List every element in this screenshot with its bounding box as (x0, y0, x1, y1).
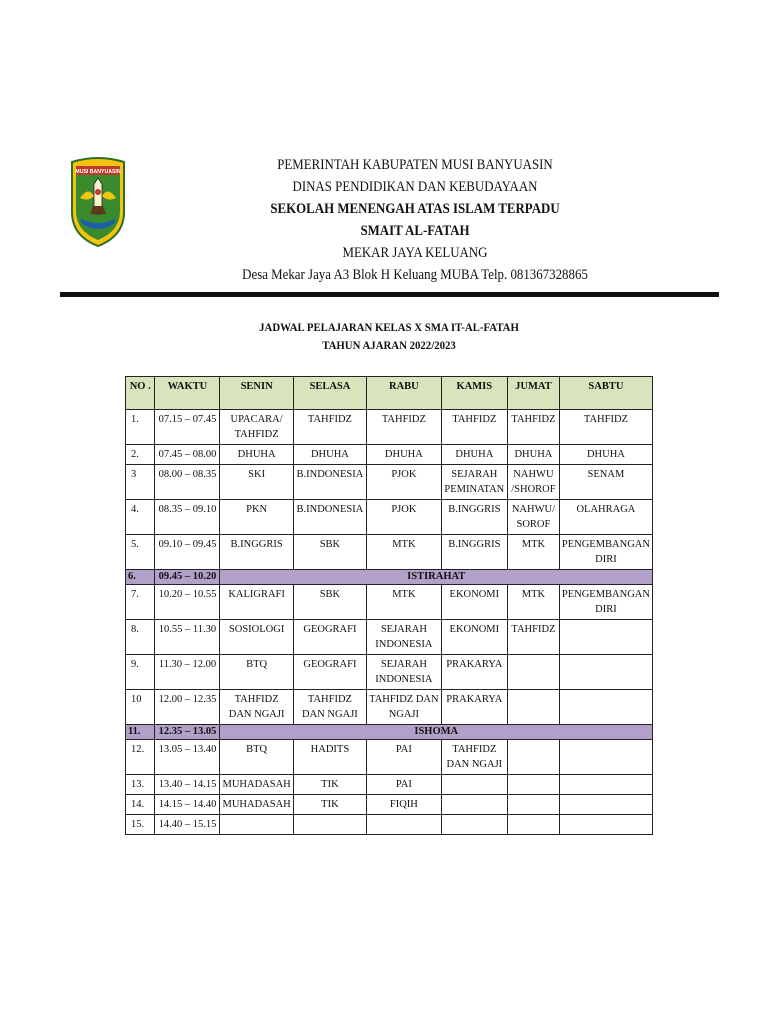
jumat-subject-cell (507, 795, 559, 815)
table-row (126, 585, 653, 620)
header-kamis: KAMIS (441, 377, 507, 410)
break-row (126, 725, 653, 740)
jumat-subject-cell (507, 815, 559, 835)
time-cell: 10.20 – 10.55 (155, 585, 220, 620)
rabu-subject-cell: SEJARAH INDONESIA (367, 620, 442, 655)
kamis-subject-cell: TAHFIDZ DAN NGAJI (441, 740, 507, 775)
time-cell: 10.55 – 11.30 (155, 620, 220, 655)
senin-subject-cell (220, 815, 293, 835)
selasa-subject-cell: TIK (293, 775, 366, 795)
rabu-subject-cell: TAHFIDZ DAN NGAJI (367, 690, 442, 725)
header-waktu: WAKTU (155, 377, 220, 410)
rabu-subject-cell: PAI (367, 775, 442, 795)
kamis-subject-cell (441, 775, 507, 795)
rabu-subject-cell: FIQIH (367, 795, 442, 815)
letterhead (150, 154, 680, 286)
rabu-subject-cell: MTK (367, 535, 442, 570)
kamis-subject-cell (441, 815, 507, 835)
header-rabu: RABU (367, 377, 442, 410)
selasa-subject-cell: GEOGRAFI (293, 620, 366, 655)
sabtu-subject-cell (559, 815, 652, 835)
selasa-subject-cell: TAHFIDZ DAN NGAJI (293, 690, 366, 725)
jumat-subject-cell (507, 690, 559, 725)
row-number-cell: 8. (126, 620, 155, 655)
header-senin: SENIN (220, 377, 293, 410)
row-number-cell: 6. (126, 570, 155, 585)
table-row (126, 410, 653, 445)
sabtu-subject-cell (559, 740, 652, 775)
time-cell: 08.35 – 09.10 (155, 500, 220, 535)
jumat-subject-cell: MTK (507, 585, 559, 620)
row-number-cell: 2. (126, 445, 155, 465)
kamis-subject-cell: EKONOMI (441, 585, 507, 620)
jumat-subject-cell: NAHWU/ SOROF (507, 500, 559, 535)
time-cell: 07.15 – 07.45 (155, 410, 220, 445)
time-cell: 09.10 – 09.45 (155, 535, 220, 570)
jumat-subject-cell: NAHWU /SHOROF (507, 465, 559, 500)
time-cell: 13.05 – 13.40 (155, 740, 220, 775)
table-row (126, 535, 653, 570)
school-address: Desa Mekar Jaya A3 Blok H Keluang MUBA Telp. 081367328865 (242, 267, 588, 283)
senin-subject-cell: BTQ (220, 740, 293, 775)
time-cell: 12.00 – 12.35 (155, 690, 220, 725)
row-number-cell: 4. (126, 500, 155, 535)
sabtu-subject-cell: TAHFIDZ (559, 410, 652, 445)
time-cell: 12.35 – 13.05 (155, 725, 220, 740)
row-number-cell: 11. (126, 725, 155, 740)
selasa-subject-cell: B.INDONESIA (293, 500, 366, 535)
break-row (126, 570, 653, 585)
selasa-subject-cell: GEOGRAFI (293, 655, 366, 690)
senin-subject-cell: MUHADASAH (220, 795, 293, 815)
table-row (126, 500, 653, 535)
jumat-subject-cell (507, 775, 559, 795)
row-number-cell: 12. (126, 740, 155, 775)
rabu-subject-cell: DHUHA (367, 445, 442, 465)
senin-subject-cell: DHUHA (220, 445, 293, 465)
row-number-cell: 1. (126, 410, 155, 445)
school-name: SMAIT AL-FATAH (360, 223, 470, 239)
letterhead-divider (60, 292, 719, 297)
schedule-title: JADWAL PELAJARAN KELAS X SMA IT-AL-FATAH (259, 320, 519, 334)
row-number-cell: 7. (126, 585, 155, 620)
rabu-subject-cell (367, 815, 442, 835)
row-number-cell: 9. (126, 655, 155, 690)
break-label-cell: ISHOMA (220, 725, 653, 740)
kamis-subject-cell: TAHFIDZ (441, 410, 507, 445)
time-cell: 14.40 – 15.15 (155, 815, 220, 835)
sabtu-subject-cell (559, 655, 652, 690)
selasa-subject-cell: SBK (293, 535, 366, 570)
sabtu-subject-cell: OLAHRAGA (559, 500, 652, 535)
sabtu-subject-cell (559, 620, 652, 655)
sabtu-subject-cell: DHUHA (559, 445, 652, 465)
schedule-body (126, 410, 653, 835)
selasa-subject-cell: TIK (293, 795, 366, 815)
document-title (125, 318, 653, 354)
row-number-cell: 5. (126, 535, 155, 570)
table-row (126, 690, 653, 725)
selasa-subject-cell (293, 815, 366, 835)
department-name: DINAS PENDIDIKAN DAN KEBUDAYAAN (292, 179, 538, 195)
row-number-cell: 10 (126, 690, 155, 725)
kamis-subject-cell: DHUHA (441, 445, 507, 465)
kamis-subject-cell: PRAKARYA (441, 655, 507, 690)
row-number-cell: 15. (126, 815, 155, 835)
header-selasa: SELASA (293, 377, 366, 410)
selasa-subject-cell: B.INDONESIA (293, 465, 366, 500)
sabtu-subject-cell: SENAM (559, 465, 652, 500)
table-header-row (126, 377, 653, 410)
jumat-subject-cell (507, 740, 559, 775)
table-row (126, 445, 653, 465)
jumat-subject-cell: MTK (507, 535, 559, 570)
row-number-cell: 14. (126, 795, 155, 815)
time-cell: 13.40 – 14.15 (155, 775, 220, 795)
senin-subject-cell: SOSIOLOGI (220, 620, 293, 655)
header-sabtu: SABTU (559, 377, 652, 410)
sabtu-subject-cell (559, 690, 652, 725)
time-cell: 07.45 – 08.00 (155, 445, 220, 465)
senin-subject-cell: TAHFIDZ DAN NGAJI (220, 690, 293, 725)
kamis-subject-cell: B.INGGRIS (441, 535, 507, 570)
senin-subject-cell: KALIGRAFI (220, 585, 293, 620)
table-row (126, 620, 653, 655)
table-row (126, 740, 653, 775)
rabu-subject-cell: PJOK (367, 465, 442, 500)
school-location: MEKAR JAYA KELUANG (342, 245, 488, 261)
row-number-cell: 13. (126, 775, 155, 795)
jumat-subject-cell: TAHFIDZ (507, 410, 559, 445)
kamis-subject-cell: EKONOMI (441, 620, 507, 655)
time-cell: 08.00 – 08.35 (155, 465, 220, 500)
government-name: PEMERINTAH KABUPATEN MUSI BANYUASIN (277, 157, 553, 173)
sabtu-subject-cell: PENGEMBANGAN DIRI (559, 535, 652, 570)
svg-text:MUSI BANYUASIN: MUSI BANYUASIN (75, 169, 121, 175)
kamis-subject-cell (441, 795, 507, 815)
senin-subject-cell: UPACARA/ TAHFIDZ (220, 410, 293, 445)
senin-subject-cell: SKI (220, 465, 293, 500)
time-cell: 11.30 – 12.00 (155, 655, 220, 690)
schedule-table (125, 376, 653, 835)
kamis-subject-cell: SEJARAH PEMINATAN (441, 465, 507, 500)
header-jumat: JUMAT (507, 377, 559, 410)
jumat-subject-cell: DHUHA (507, 445, 559, 465)
rabu-subject-cell: PAI (367, 740, 442, 775)
selasa-subject-cell: SBK (293, 585, 366, 620)
time-cell: 14.15 – 14.40 (155, 795, 220, 815)
sabtu-subject-cell: PENGEMBANGAN DIRI (559, 585, 652, 620)
senin-subject-cell: BTQ (220, 655, 293, 690)
rabu-subject-cell: SEJARAH INDONESIA (367, 655, 442, 690)
senin-subject-cell: B.INGGRIS (220, 535, 293, 570)
break-label-cell: ISTIRAHAT (220, 570, 653, 585)
jumat-subject-cell: TAHFIDZ (507, 620, 559, 655)
selasa-subject-cell: TAHFIDZ (293, 410, 366, 445)
selasa-subject-cell: DHUHA (293, 445, 366, 465)
header-no: NO . (126, 377, 155, 410)
kamis-subject-cell: B.INGGRIS (441, 500, 507, 535)
table-row (126, 795, 653, 815)
musi-banyuasin-crest-logo (68, 156, 128, 248)
rabu-subject-cell: PJOK (367, 500, 442, 535)
selasa-subject-cell: HADITS (293, 740, 366, 775)
row-number-cell: 3 (126, 465, 155, 500)
academic-year: TAHUN AJARAN 2022/2023 (322, 338, 456, 352)
school-type: SEKOLAH MENENGAH ATAS ISLAM TERPADU (270, 201, 560, 217)
senin-subject-cell: PKN (220, 500, 293, 535)
time-cell: 09.45 – 10.20 (155, 570, 220, 585)
table-row (126, 465, 653, 500)
sabtu-subject-cell (559, 795, 652, 815)
table-row (126, 815, 653, 835)
jumat-subject-cell (507, 655, 559, 690)
kamis-subject-cell: PRAKARYA (441, 690, 507, 725)
senin-subject-cell: MUHADASAH (220, 775, 293, 795)
rabu-subject-cell: MTK (367, 585, 442, 620)
table-row (126, 655, 653, 690)
sabtu-subject-cell (559, 775, 652, 795)
rabu-subject-cell: TAHFIDZ (367, 410, 442, 445)
table-row (126, 775, 653, 795)
